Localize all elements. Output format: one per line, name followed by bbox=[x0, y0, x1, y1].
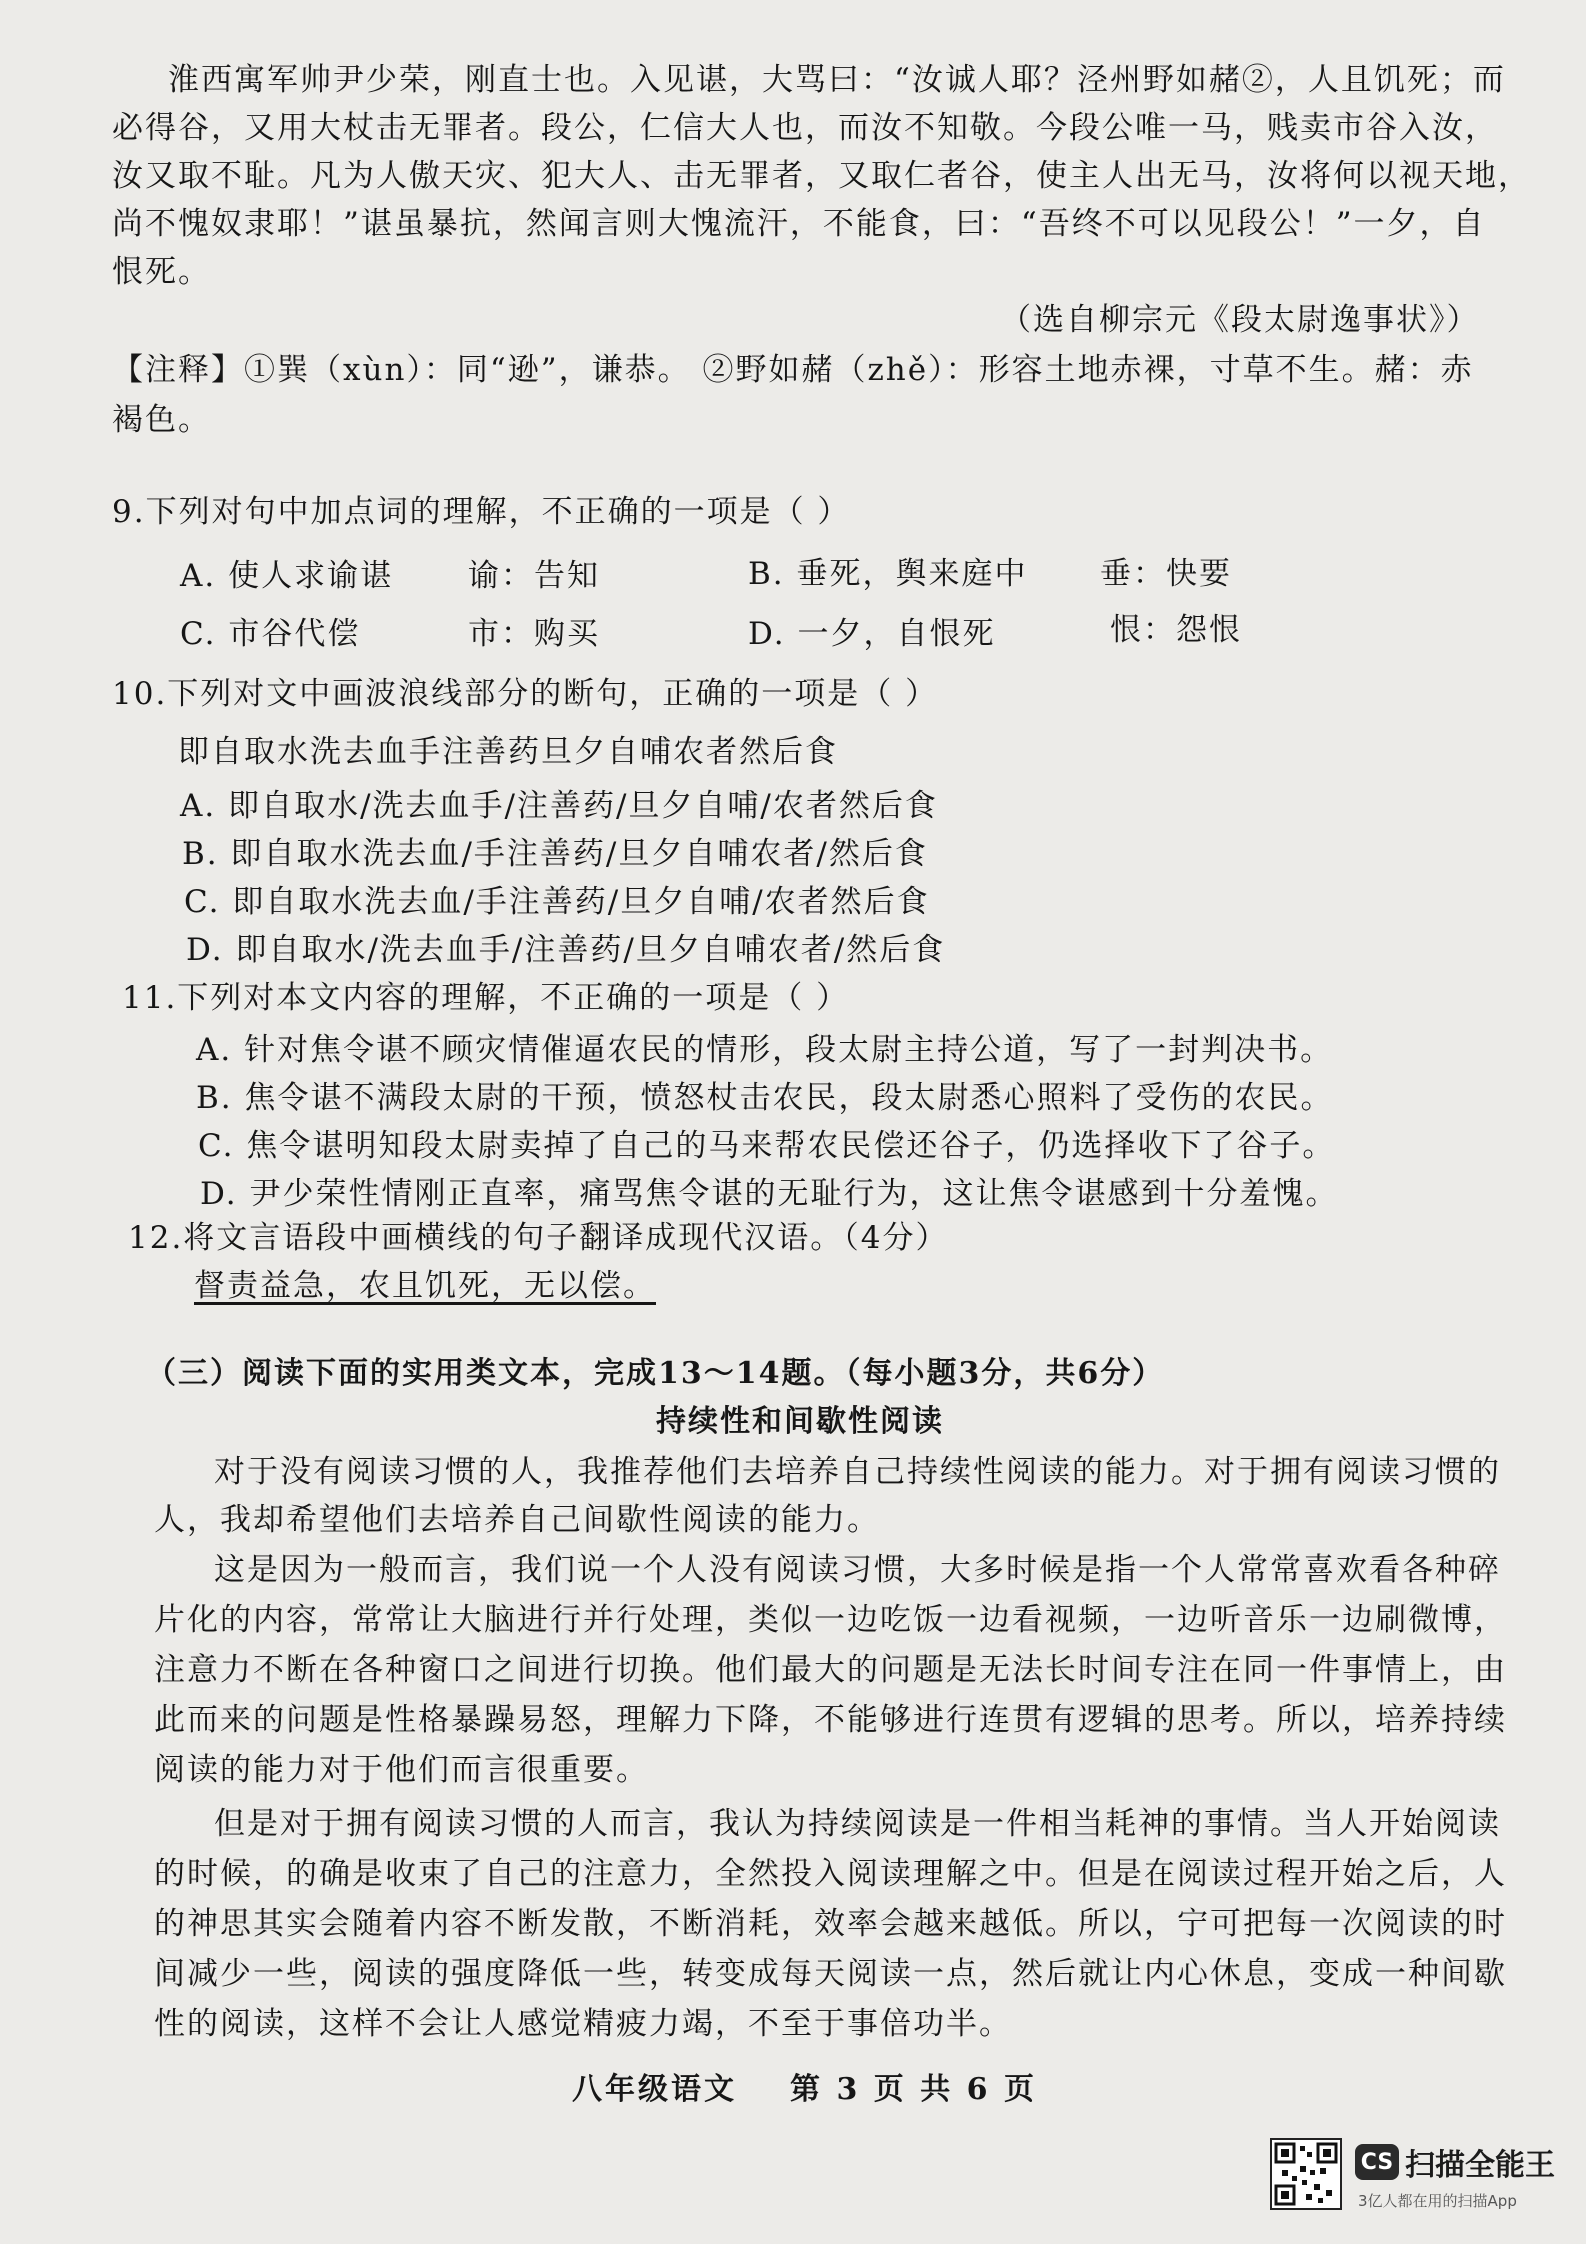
passage-line: 汝又取不耻。凡为人傲天灾、犯大人、击无罪者，又取仁者谷，使主人出无马，汝将何以视天地， bbox=[112, 158, 1531, 194]
article-line: 对于没有阅读习惯的人，我推荐他们去培养自己持续性阅读的能力。对于拥有阅读习惯的 bbox=[214, 1454, 1501, 1490]
article-line: 的神思其实会随着内容不断发散，不断消耗，效率会越来越低。所以，宁可把每一次阅读的时 bbox=[154, 1906, 1507, 1942]
question-12-stem: 12.将文言语段中画横线的句子翻译成现代汉语。（4分） bbox=[128, 1220, 949, 1256]
article-line: 注意力不断在各种窗口之间进行切换。他们最大的问题是无法长时间专注在同一件事情上，由 bbox=[154, 1652, 1507, 1688]
passage-line: 恨死。 bbox=[112, 254, 211, 290]
q9-option-c-gloss: 市：购买 bbox=[468, 616, 600, 652]
q11-option-a: A. 针对焦令谌不顾灾情催逼农民的情形，段太尉主持公道，写了一封判决书。 bbox=[196, 1032, 1334, 1068]
article-line: 间减少一些，阅读的强度降低一些，转变成每天阅读一点，然后就让内心休息，变成一种间歇 bbox=[154, 1956, 1507, 1992]
question-10-stem: 10.下列对文中画波浪线部分的断句，正确的一项是（ ） bbox=[112, 676, 939, 712]
article-line: 人，我却希望他们去培养自己间歇性阅读的能力。 bbox=[154, 1502, 880, 1538]
section-3-header: （三）阅读下面的实用类文本，完成13～14题。（每小题3分，共6分） bbox=[146, 1356, 1165, 1391]
q11-option-c: C. 焦令谌明知段太尉卖掉了自己的马来帮农民偿还谷子，仍选择收下了谷子。 bbox=[198, 1128, 1336, 1164]
q10-option-c: C. 即自取水洗去血/手注善药/旦夕自哺/农者然后食 bbox=[184, 884, 930, 920]
q9-option-c: C. 市谷代偿 bbox=[180, 616, 361, 652]
annotation-line: 【注释】①巽（xùn）：同“逊”，谦恭。 ②野如赭（zhě）：形容土地赤裸，寸草不生。赭：赤 bbox=[112, 352, 1474, 388]
q9-option-b-gloss: 垂：快要 bbox=[1100, 556, 1232, 592]
q9-option-a-gloss: 谕：告知 bbox=[468, 558, 600, 594]
q10-option-b: B. 即自取水洗去血/手注善药/旦夕自哺农者/然后食 bbox=[182, 836, 928, 872]
article-line: 片化的内容，常常让大脑进行并行处理，类似一边吃饭一边看视频，一边听音乐一边刷微博， bbox=[154, 1602, 1507, 1638]
q9-option-a: A. 使人求谕谌 bbox=[180, 558, 394, 594]
article-line: 这是因为一般而言，我们说一个人没有阅读习惯，大多时候是指一个人常常喜欢看各种碎 bbox=[214, 1552, 1501, 1588]
footer-page-number: 第 3 页 共 6 页 bbox=[790, 2072, 1037, 2107]
q10-sentence: 即自取水洗去血手注善药旦夕自哺农者然后食 bbox=[178, 734, 838, 770]
question-9-stem: 9.下列对句中加点词的理解，不正确的一项是（ ） bbox=[112, 494, 851, 530]
annotation-line: 褐色。 bbox=[112, 402, 211, 438]
passage-line: 淮西寓军帅尹少荣，刚直士也。入见谌，大骂曰：“汝诚人耶？泾州野如赭②，人且饥死；而 bbox=[168, 62, 1506, 98]
q12-sentence: 督责益急，农且饥死，无以偿。 bbox=[194, 1268, 656, 1304]
footer-subject: 八年级语文 bbox=[572, 2072, 737, 2107]
passage-line: 必得谷，又用大杖击无罪者。段公，仁信大人也，而汝不知敬。今段公唯一马，贱卖市谷入汝， bbox=[112, 110, 1498, 146]
article-line: 的时候，的确是收束了自己的注意力，全然投入阅读理解之中。但是在阅读过程开始之后，人 bbox=[154, 1856, 1507, 1892]
passage-source: （选自柳宗元《段太尉逸事状》） bbox=[1000, 302, 1480, 338]
q11-option-b: B. 焦令谌不满段太尉的干预，愤怒杖击农民，段太尉悉心照料了受伤的农民。 bbox=[196, 1080, 1334, 1116]
scanner-app-tagline: 3亿人都在用的扫描App bbox=[1358, 2192, 1517, 2210]
article-line: 此而来的问题是性格暴躁易怒，理解力下降，不能够进行连贯有逻辑的思考。所以，培养持续 bbox=[154, 1702, 1507, 1738]
q9-option-d: D. 一夕，自恨死 bbox=[748, 616, 996, 652]
question-11-stem: 11.下列对本文内容的理解，不正确的一项是（ ） bbox=[122, 980, 850, 1016]
camscanner-logo: CS bbox=[1355, 2144, 1399, 2180]
q9-option-d-gloss: 恨：怨恨 bbox=[1110, 612, 1242, 648]
article-line: 阅读的能力对于他们而言很重要。 bbox=[154, 1752, 649, 1788]
q11-option-d: D. 尹少荣性情刚正直率，痛骂焦令谌的无耻行为，这让焦令谌感到十分羞愧。 bbox=[200, 1176, 1339, 1212]
section-3-title: 持续性和间歇性阅读 bbox=[656, 1404, 944, 1439]
q9-option-b: B. 垂死，舆来庭中 bbox=[748, 556, 1028, 592]
article-line: 但是对于拥有阅读习惯的人而言，我认为持续阅读是一件相当耗神的事情。当人开始阅读 bbox=[214, 1806, 1501, 1842]
passage-line: 尚不愧奴隶耶！”谌虽暴抗，然闻言则大愧流汗，不能食，曰：“吾终不可以见段公！”一夕，自 bbox=[112, 206, 1486, 242]
article-line: 性的阅读，这样不会让人感觉精疲力竭，不至于事倍功半。 bbox=[154, 2006, 1012, 2042]
scanner-app-title: 扫描全能王 bbox=[1405, 2148, 1555, 2183]
q10-option-a: A. 即自取水/洗去血手/注善药/旦夕自哺/农者然后食 bbox=[180, 788, 938, 824]
q10-option-d: D. 即自取水/洗去血手/注善药/旦夕自哺农者/然后食 bbox=[186, 932, 946, 968]
qr-code-icon bbox=[1270, 2138, 1342, 2210]
